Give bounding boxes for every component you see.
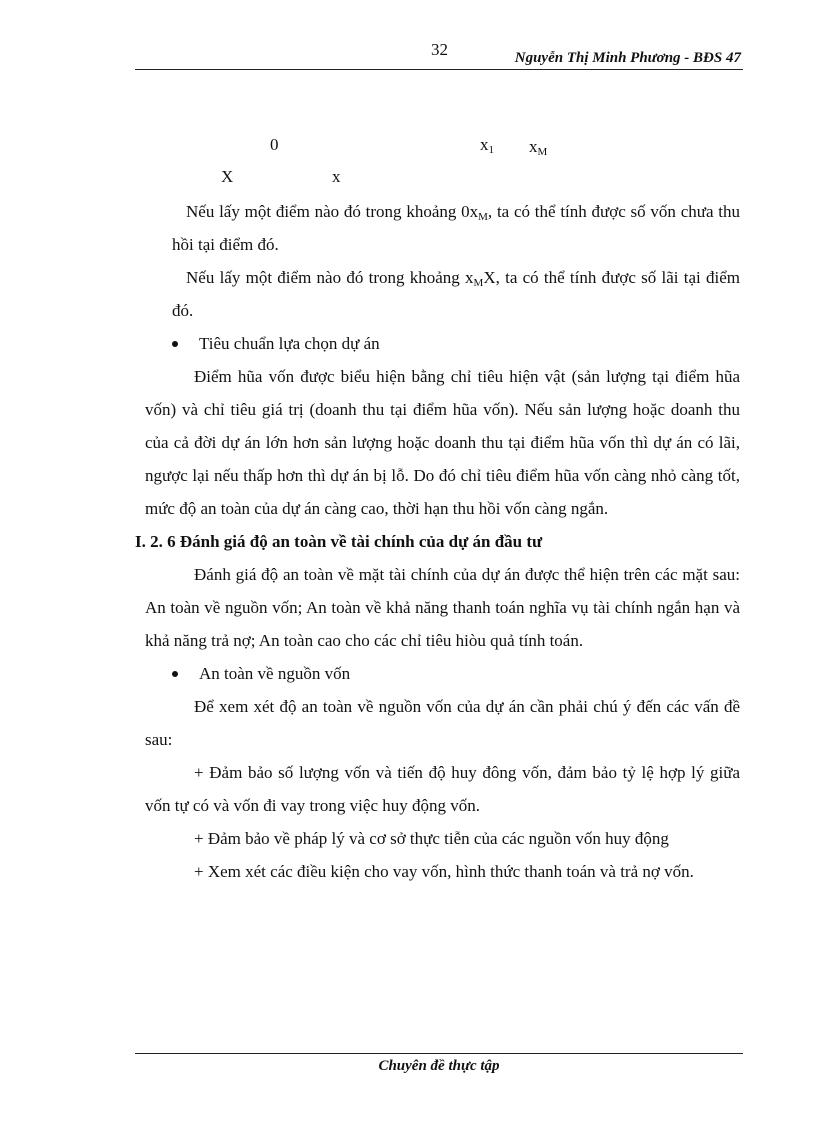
paragraph-breakeven: Điểm hũa vốn được biểu hiện bằng chỉ tiêu hiện vật (sản lượng tại điểm hũa vốn) và chỉ tiêu giá trị (doanh thu tại điểm hũa vốn). Nếu sản lượng hoặc doanh thu của cả đời dự án lớn hơn sản lượng hoặc doanh thu tại điểm hũa vốn thì dự án có lãi, ngược lại nếu thấp hơn thì dự án bị lỗ. Do đó chỉ tiêu điểm hũa vốn càng nhỏ càng tốt, mức độ an toàn của dự án càng cao, thời hạn thu hồi vốn càng ngắn. — [145, 367, 740, 518]
bullet-icon — [172, 671, 178, 677]
paragraph-capital-issues: Để xem xét độ an toàn về nguồn vốn của dự án cần phải chú ý đến các vấn đề sau: — [145, 697, 740, 749]
bullet-text: An toàn về nguồn vốn — [199, 664, 351, 683]
document-body — [135, 195, 740, 888]
page-footer: Chuyên đề thực tập — [378, 1058, 500, 1074]
bullet-icon — [172, 341, 178, 347]
figure-origin-label: 0 — [270, 135, 279, 154]
figure-x1-label: $x_1$ — [480, 135, 494, 156]
paragraph-item-loan-conditions: + Xem xét các điều kiện cho vay vốn, hình thức thanh toán và trả nợ vốn. — [194, 862, 694, 881]
section-heading: I. 2. 6 Đánh giá độ an toàn về tài chính của dự án đầu tư — [135, 532, 543, 551]
page-header — [135, 38, 743, 70]
paragraph-capital-unrecovered: Nếu lấy một điểm nào đó trong khoảng $0x_M$, ta có thể tính được số vốn chưa thu hồi tại điểm đó. — [172, 202, 740, 254]
header-author: Nguyễn Thị Minh Phương - BĐS 47 — [514, 50, 741, 66]
figure-small-x-label: x — [332, 167, 341, 186]
paragraph-item-legal-basis: + Đảm bảo về pháp lý và cơ sở thực tiễn của các nguồn vốn huy động — [194, 829, 669, 848]
bullet-selection-criteria — [145, 327, 740, 360]
bullet-text: Tiêu chuẩn lựa chọn dự án — [199, 334, 380, 353]
paragraph-profit-point: Nếu lấy một điểm nào đó trong khoảng $x_MX$, ta có thể tính được số lãi tại điểm đó. — [172, 268, 740, 320]
bullet-capital-safety — [145, 657, 740, 690]
figure-big-x-label: X — [221, 167, 234, 186]
page-number: 32 — [431, 40, 448, 59]
paragraph-financial-safety: Đánh giá độ an toàn về mặt tài chính của dự án được thể hiện trên các mặt sau: An toàn về nguồn vốn; An toàn về khả năng thanh toán nghĩa vụ tài chính ngắn hạn và khả năng trả nợ; An toàn cao cho các chỉ tiêu hiòu quả tính toán. — [145, 565, 740, 650]
figure-xm-label: $x_M$ — [529, 137, 548, 158]
footer-divider — [135, 1053, 743, 1054]
paragraph-item-capital-amount: + Đảm bảo số lượng vốn và tiến độ huy đông vốn, đảm bảo tỷ lệ hợp lý giữa vốn tự có và vốn đi vay trong việc huy động vốn. — [145, 763, 740, 815]
